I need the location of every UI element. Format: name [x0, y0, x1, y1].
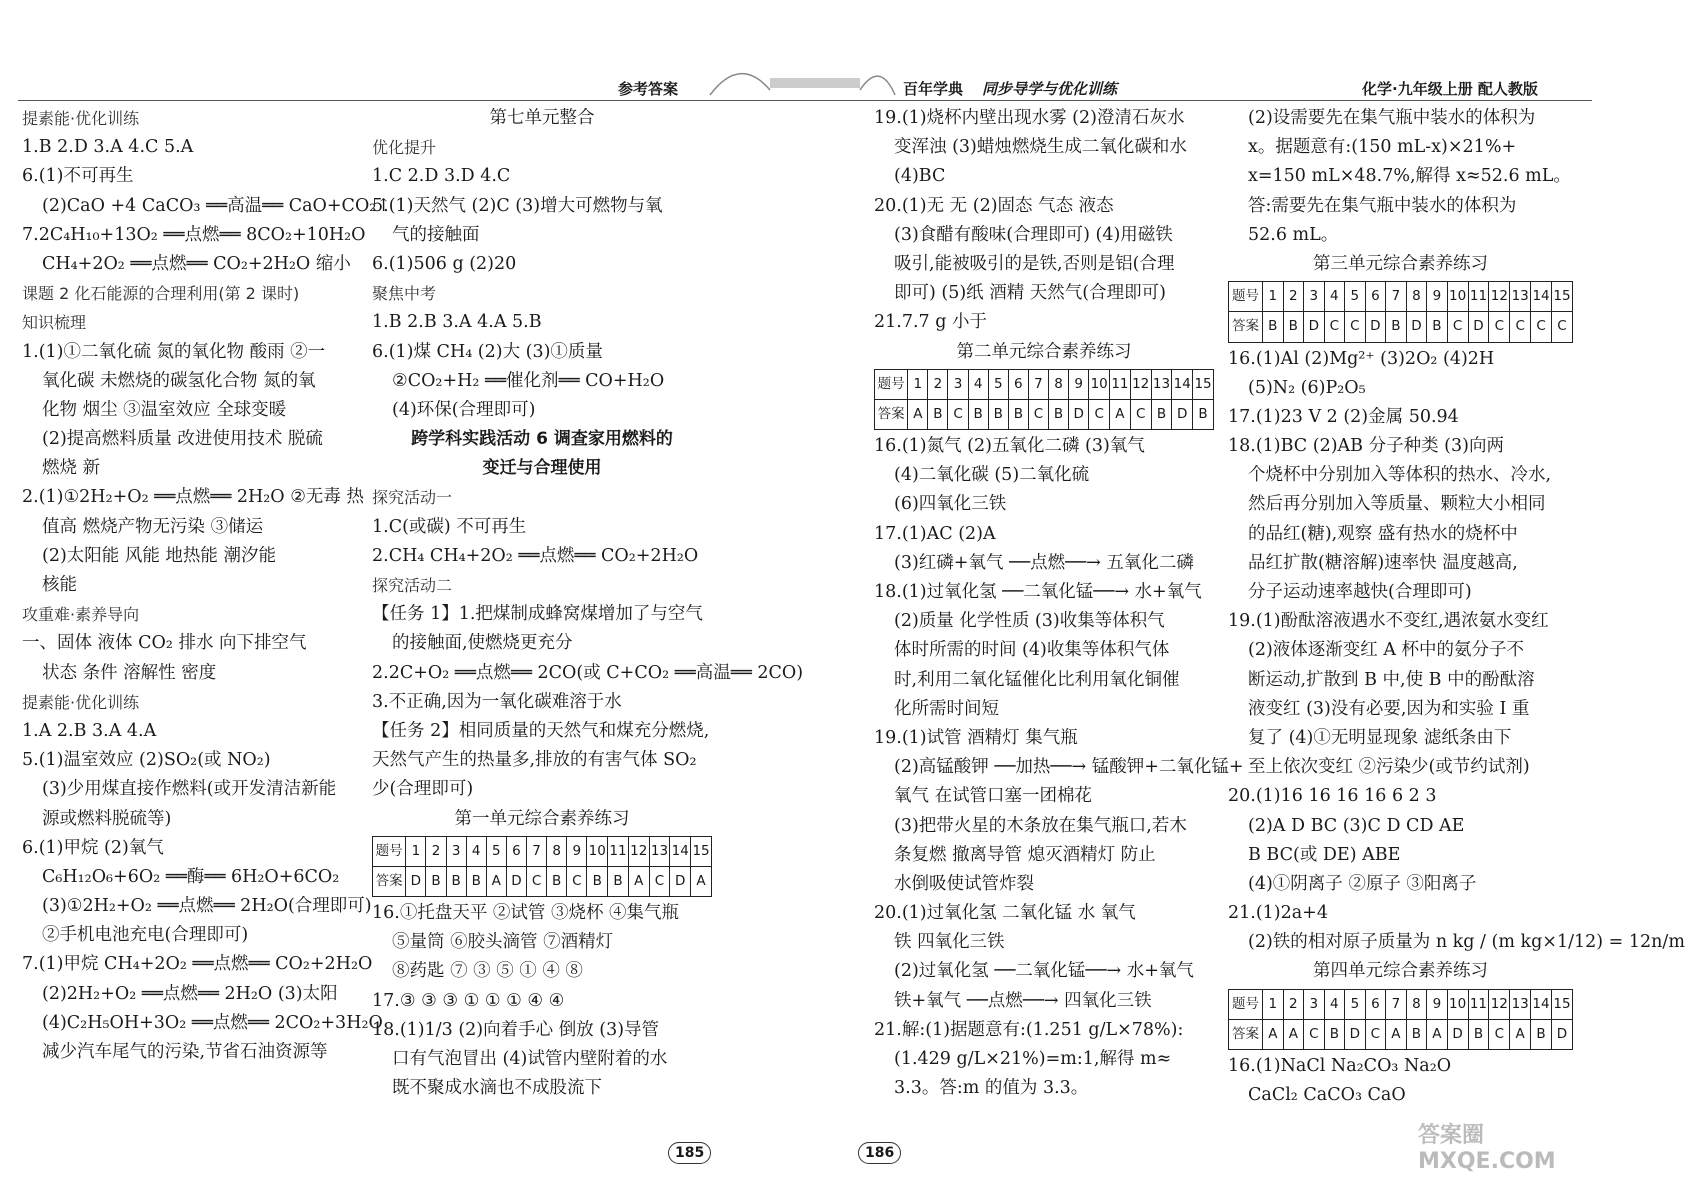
answer-line: 化物 烟尘 ③温室效应 全球变暖 — [42, 399, 287, 420]
watermark: 答案圈 MXQE.COM — [1418, 1123, 1556, 1174]
answer-line: ⑤量筒 ⑥胶头滴管 ⑦酒精灯 — [392, 932, 614, 953]
answer-table-unit4 — [1228, 989, 1573, 1050]
question-number: 14 — [1531, 989, 1552, 1019]
answer-line: 攻重难·素养导向 — [22, 605, 140, 625]
table-header-label: 题号 — [1229, 282, 1263, 312]
answer-line: 1.B 2.D 3.A 4.C 5.A — [22, 137, 194, 158]
answer-line: (2)高锰酸钾 ──加热──→ 锰酸钾+二氧化锰+ — [894, 757, 1244, 778]
answer-line: 减少汽车尾气的污染,节省石油资源等 — [42, 1042, 328, 1062]
answer-cell: D — [1345, 1019, 1366, 1049]
answer-line: 3.3。答:m 的值为 3.3。 — [894, 1078, 1089, 1099]
answer-cell: B — [1263, 312, 1284, 342]
answer-line: 17.(1)AC (2)A — [874, 523, 996, 544]
answer-line: 21.解:(1)据题意有:(1.251 g/L×78%): — [874, 1019, 1184, 1040]
answer-cell: C — [1028, 399, 1048, 429]
answer-cell: A — [1386, 1019, 1407, 1049]
header-rule — [18, 100, 1592, 101]
answer-line: 第四单元综合素养练习 — [1313, 961, 1488, 982]
answer-line: 第一单元综合素养练习 — [454, 808, 630, 829]
answer-line: 16.①托盘天平 ②试管 ③烧杯 ④集气瓶 — [372, 903, 680, 924]
answer-line: 5.(1)天然气 (2)C (3)增大可燃物与氧 — [372, 195, 663, 216]
answer-cell: C — [1130, 399, 1151, 429]
question-number: 2 — [928, 369, 948, 399]
answer-line: (2)铁的相对原子质量为 n kg / (m kg×1/12) = 12n/m — [1248, 932, 1685, 953]
answer-line: 21.(1)2a+4 — [1228, 903, 1328, 924]
answer-line: 5.(1)温室效应 (2)SO₂(或 NO₂) — [22, 750, 271, 771]
question-number: 3 — [1304, 282, 1325, 312]
question-number: 4 — [1324, 282, 1345, 312]
answer-line: (3)①2H₂+O₂ ══点燃══ 2H₂O(合理即可) — [42, 896, 372, 917]
question-number: 6 — [1365, 282, 1386, 312]
answer-line: 至上依次变红 ②污染少(或节约试剂) — [1248, 757, 1530, 778]
table-header-label: 题号 — [1229, 989, 1263, 1019]
answer-line: (3)红磷+氧气 ──点燃──→ 五氧化二磷 — [894, 552, 1194, 573]
question-number: 3 — [1304, 989, 1325, 1019]
answer-cell: C — [1551, 312, 1572, 342]
answer-cell: B — [1468, 1019, 1489, 1049]
answer-line: 2.(1)①2H₂+O₂ ══点燃══ 2H₂O ②无毒 热 — [22, 487, 364, 508]
question-number: 12 — [1489, 989, 1510, 1019]
answer-cell: B — [446, 866, 466, 896]
answer-cell: A — [908, 399, 928, 429]
answer-line: 氧气 在试管口塞一团棉花 — [894, 786, 1093, 807]
answer-line: 天然气产生的热量多,排放的有害气体 SO₂ — [372, 750, 697, 771]
answer-line: 第七单元整合 — [489, 108, 595, 128]
answer-line: 16.(1)氮气 (2)五氧化二磷 (3)氧气 — [874, 436, 1145, 457]
answer-cell: D — [506, 866, 526, 896]
answer-line: 吸引,能被吸引的是铁,否则是铝(合理 — [894, 253, 1175, 274]
answer-line: 52.6 mL。 — [1248, 224, 1339, 245]
answer-cell: A — [1510, 1019, 1531, 1049]
answer-cell: D — [1365, 312, 1386, 342]
question-number: 11 — [608, 836, 629, 866]
answer-line: x=150 mL×48.7%,解得 x≈52.6 mL。 — [1248, 166, 1571, 187]
question-number: 10 — [1089, 369, 1110, 399]
answer-cell: B — [1008, 399, 1028, 429]
answer-line: 2.2C+O₂ ══点燃══ 2CO(或 C+CO₂ ══高温══ 2CO) — [372, 662, 804, 683]
answer-cell: B — [1386, 312, 1407, 342]
answer-line: 探究活动一 — [372, 488, 453, 508]
answer-line: 第三单元综合素养练习 — [1313, 253, 1488, 274]
answer-line: ⑧药匙 ⑦ ③ ⑤ ① ④ ⑧ — [392, 961, 583, 982]
question-number: 9 — [1427, 989, 1448, 1019]
question-number: 14 — [1531, 282, 1552, 312]
answer-line: 即可) (5)纸 酒精 天然气(合理即可) — [894, 283, 1166, 304]
answer-cell: B — [608, 866, 629, 896]
answer-line: 6.(1)甲烷 (2)氧气 — [22, 837, 164, 858]
answer-line: (2)CaO +4 CaCO₃ ══高温══ CaO+CO₂↑ — [42, 195, 391, 216]
answer-line: (5)N₂ (6)P₂O₅ — [1248, 377, 1366, 398]
question-number: 15 — [691, 836, 712, 866]
answer-line: (3)食醋有酸味(合理即可) (4)用磁铁 — [894, 224, 1173, 245]
question-number: 1 — [1263, 989, 1284, 1019]
page-number-left: 185 — [668, 1142, 711, 1164]
answer-line: 18.(1)过氧化氢 ──二氧化锰──→ 水+氧气 — [874, 582, 1202, 603]
answer-cell: C — [1345, 312, 1366, 342]
question-number: 11 — [1468, 989, 1489, 1019]
answer-cell: C — [1489, 312, 1510, 342]
answer-line: 氧化碳 未燃烧的碳氢化合物 氮的氧 — [42, 370, 316, 391]
question-number: 8 — [1048, 369, 1068, 399]
question-number: 10 — [587, 836, 608, 866]
answer-line: 19.(1)酚酞溶液遇水不变红,遇浓氨水变红 — [1228, 611, 1549, 632]
answer-line: x。据题意有:(150 mL-x)×21%+ — [1248, 137, 1517, 158]
answer-line: (4)C₂H₅OH+3O₂ ══点燃══ 2CO₂+3H₂O — [42, 1012, 383, 1033]
answer-line: (3)把带火星的木条放在集气瓶口,若木 — [894, 815, 1187, 836]
table-answer-label: 答案 — [373, 866, 406, 896]
answer-cell: D — [1468, 312, 1489, 342]
answer-line: 聚焦中考 — [372, 284, 437, 304]
answer-line: (2)质量 化学性质 (3)收集等体积气 — [894, 611, 1165, 632]
header-left-title: 参考答案 — [618, 80, 679, 98]
answer-line: 液变红 (3)没有必要,因为和实验 I 重 — [1248, 698, 1530, 719]
table-header-label: 题号 — [373, 836, 406, 866]
answer-line: 品红扩散(糖溶解)速率快 温度越高, — [1248, 552, 1518, 573]
question-number: 6 — [1365, 989, 1386, 1019]
answer-line: (6)四氧化三铁 — [894, 494, 1007, 515]
answer-cell: B — [1048, 399, 1068, 429]
answer-line: (4)二氧化碳 (5)二氧化硫 — [894, 465, 1090, 486]
answer-cell: C — [1531, 312, 1552, 342]
answer-line: (4)环保(合理即可) — [392, 399, 536, 420]
answer-line: CH₄+2O₂ ══点燃══ CO₂+2H₂O 缩小 — [42, 253, 351, 274]
answer-line: 1.C(或碳) 不可再生 — [372, 516, 527, 537]
page-header — [0, 0, 1600, 112]
answer-line: (2)2H₂+O₂ ══点燃══ 2H₂O (3)太阳 — [42, 983, 338, 1004]
question-number: 15 — [1193, 369, 1214, 399]
question-number: 15 — [1551, 989, 1572, 1019]
answer-cell: B — [1427, 312, 1448, 342]
answer-cell: C — [1447, 312, 1468, 342]
question-number: 5 — [1345, 282, 1366, 312]
answer-line: 一、固体 液体 CO₂ 排水 向下排空气 — [22, 633, 307, 654]
answer-cell: B — [466, 866, 486, 896]
page-number-right: 186 — [858, 1142, 901, 1164]
answer-line: 3.不正确,因为一氧化碳难溶于水 — [372, 691, 622, 712]
answer-line: CaCl₂ CaCO₃ CaO — [1248, 1085, 1406, 1106]
answer-table-unit1 — [372, 836, 712, 897]
answer-line: 铁+氧气 ──点燃──→ 四氧化三铁 — [894, 990, 1152, 1011]
answer-line: 源或燃料脱硫等) — [42, 808, 172, 829]
answer-line: 1.B 2.B 3.A 4.A 5.B — [372, 312, 542, 333]
answer-line: 变浑浊 (3)蜡烛燃烧生成二氧化碳和水 — [894, 137, 1187, 158]
answer-line: 6.(1)不可再生 — [22, 166, 134, 187]
answer-line: (3)少用煤直接作燃料(或开发清洁新能 — [42, 779, 337, 800]
column-4 — [1228, 104, 1685, 1110]
answer-cell: C — [1304, 1019, 1325, 1049]
question-number: 13 — [649, 836, 670, 866]
answer-cell: C — [1324, 312, 1345, 342]
answer-line: 分子运动速率越快(合理即可) — [1248, 582, 1472, 603]
answer-cell: D — [1304, 312, 1325, 342]
answer-line: (2)提高燃料质量 改进使用技术 脱硫 — [42, 429, 323, 450]
question-number: 2 — [1283, 282, 1304, 312]
question-number: 11 — [1468, 282, 1489, 312]
answer-table-unit3 — [1228, 281, 1573, 342]
answer-line: (1.429 g/L×21%)=m:1,解得 m≈ — [894, 1049, 1172, 1070]
answer-line: (2)液体逐渐变红 A 杯中的氨分子不 — [1248, 640, 1525, 661]
question-number: 13 — [1151, 369, 1172, 399]
answer-cell: C — [1089, 399, 1110, 429]
answer-cell: B — [1283, 312, 1304, 342]
answer-line: 【任务 2】相同质量的天然气和煤充分燃烧, — [372, 720, 710, 741]
column-3 — [874, 104, 1244, 1103]
answer-line: 18.(1)1/3 (2)向着手心 倒放 (3)导管 — [372, 1019, 660, 1040]
answer-cell: D — [1447, 1019, 1468, 1049]
answer-line: 16.(1)Al (2)Mg²⁺ (3)2O₂ (4)2H — [1228, 348, 1495, 369]
answer-line: (4)①阴离子 ②原子 ③阳离子 — [1248, 873, 1477, 894]
answer-line: 探究活动二 — [372, 576, 453, 595]
answer-line: 的品红(糖),观察 盛有热水的烧杯中 — [1248, 523, 1518, 544]
question-number: 12 — [628, 836, 649, 866]
answer-line: 铁 四氧化三铁 — [894, 932, 1005, 953]
header-book: 化学·九年级上册 配人教版 — [1362, 80, 1538, 98]
answer-line: 1.C 2.D 3.D 4.C — [372, 166, 511, 187]
answer-cell: B — [547, 866, 567, 896]
question-number: 15 — [1551, 282, 1572, 312]
answer-line: 既不聚成水滴也不成股流下 — [392, 1078, 602, 1099]
answer-line: (2)太阳能 风能 地热能 潮汐能 — [42, 545, 276, 566]
answer-line: (4)BC — [894, 166, 946, 187]
answer-line: 【任务 1】1.把煤制成蜂窝煤增加了与空气 — [372, 604, 703, 625]
question-number: 9 — [1427, 282, 1448, 312]
answer-line: 20.(1)无 无 (2)固态 气态 液态 — [874, 195, 1114, 216]
answer-line: 优化提升 — [372, 138, 437, 158]
answer-line: 20.(1)16 16 16 16 6 2 3 — [1228, 786, 1437, 807]
question-number: 9 — [1069, 369, 1089, 399]
answer-cell: B — [1151, 399, 1172, 429]
answer-line: 20.(1)过氧化氢 二氧化锰 水 氧气 — [874, 903, 1136, 924]
answer-line: 然后再分别加入等质量、颗粒大小相同 — [1248, 494, 1546, 515]
table-header-label: 题号 — [875, 369, 908, 399]
question-number: 10 — [1447, 989, 1468, 1019]
question-number: 5 — [988, 369, 1008, 399]
answer-line: 17.③ ③ ③ ① ① ① ④ ④ — [372, 990, 565, 1011]
question-number: 6 — [1008, 369, 1028, 399]
answer-line: 化所需时间短 — [894, 698, 999, 719]
answer-line: 值高 燃烧产物无污染 ③储运 — [42, 516, 264, 537]
answer-cell: D — [1069, 399, 1089, 429]
answer-line: 知识梳理 — [22, 313, 87, 333]
answer-line: 时,利用二氧化锰催化比利用氧化铜催 — [894, 669, 1180, 690]
answer-line: 体时所需的时间 (4)收集等体积气体 — [894, 640, 1170, 661]
answer-cell: B — [426, 866, 446, 896]
question-number: 1 — [908, 369, 928, 399]
answer-cell: C — [567, 866, 587, 896]
question-number: 12 — [1130, 369, 1151, 399]
answer-line: 1.(1)①二氧化硫 氮的氧化物 酸雨 ②一 — [22, 341, 326, 362]
answer-cell: C — [1489, 1019, 1510, 1049]
answer-table-unit2 — [874, 369, 1214, 430]
answer-cell: C — [1365, 1019, 1386, 1049]
answer-line: 21.7.7 g 小于 — [874, 312, 987, 333]
answer-cell: D — [1551, 1019, 1572, 1049]
answer-line: 17.(1)23 V 2 (2)金属 50.94 — [1228, 406, 1459, 427]
answer-cell: C — [649, 866, 670, 896]
answer-line: 条复燃 撤离导管 熄灭酒精灯 防止 — [894, 844, 1156, 865]
answer-line: 口有气泡冒出 (4)试管内壁附着的水 — [392, 1049, 668, 1070]
question-number: 11 — [1110, 369, 1131, 399]
answer-line: 2.CH₄ CH₄+2O₂ ══点燃══ CO₂+2H₂O — [372, 545, 699, 566]
answer-line: 6.(1)煤 CH₄ (2)大 (3)①质量 — [372, 341, 603, 362]
question-number: 1 — [1263, 282, 1284, 312]
answer-line: 19.(1)试管 酒精灯 集气瓶 — [874, 727, 1078, 748]
answer-line: (2)过氧化氢 ──二氧化锰──→ 水+氧气 — [894, 961, 1194, 982]
answer-cell: A — [1263, 1019, 1284, 1049]
answer-cell: D — [1406, 312, 1427, 342]
answer-line: ②手机电池充电(合理即可) — [42, 925, 249, 946]
answer-line: ②CO₂+H₂ ══催化剂══ CO+H₂O — [392, 370, 665, 391]
question-number: 2 — [426, 836, 446, 866]
question-number: 9 — [567, 836, 587, 866]
answer-line: 个烧杯中分别加入等体积的热水、冷水, — [1248, 465, 1552, 486]
answer-cell: C — [1510, 312, 1531, 342]
answer-line: 燃烧 新 — [42, 458, 101, 479]
question-number: 5 — [486, 836, 506, 866]
question-number: 7 — [527, 836, 547, 866]
answer-cell: B — [1406, 1019, 1427, 1049]
answer-line: 16.(1)NaCl Na₂CO₃ Na₂O — [1228, 1056, 1452, 1077]
answer-cell: A — [1110, 399, 1131, 429]
answer-cell: B — [988, 399, 1008, 429]
answer-line: 1.A 2.B 3.A 4.A — [22, 720, 157, 741]
question-number: 3 — [948, 369, 968, 399]
answer-line: 变迁与合理使用 — [482, 458, 602, 479]
answer-line: 6.(1)506 g (2)20 — [372, 253, 517, 274]
question-number: 14 — [1172, 369, 1193, 399]
answer-cell: B — [928, 399, 948, 429]
question-number: 10 — [1447, 282, 1468, 312]
question-number: 13 — [1510, 989, 1531, 1019]
answer-line: 19.(1)烧杯内壁出现水雾 (2)澄清石灰水 — [874, 108, 1185, 128]
answer-cell: B — [1193, 399, 1214, 429]
answer-line: 课题 2 化石能源的合理利用(第 2 课时) — [22, 284, 300, 304]
answer-cell: A — [486, 866, 506, 896]
answer-line: 气的接触面 — [392, 224, 480, 245]
answer-line: 核能 — [42, 575, 77, 595]
question-number: 3 — [446, 836, 466, 866]
answer-cell: C — [948, 399, 968, 429]
answer-cell: C — [527, 866, 547, 896]
answer-line: (2)A D BC (3)C D CD AE — [1248, 815, 1465, 836]
column-2 — [372, 104, 804, 1103]
question-number: 7 — [1386, 282, 1407, 312]
question-number: 1 — [406, 836, 426, 866]
question-number: 2 — [1283, 989, 1304, 1019]
answer-cell: A — [628, 866, 649, 896]
answer-line: 第二单元综合素养练习 — [956, 341, 1132, 362]
answer-cell: B — [1324, 1019, 1345, 1049]
question-number: 7 — [1386, 989, 1407, 1019]
header-brand: 百年学典 — [903, 80, 964, 98]
answer-cell: D — [1172, 399, 1193, 429]
answer-cell: B — [968, 399, 988, 429]
table-answer-label: 答案 — [875, 399, 908, 429]
answer-cell: B — [1531, 1019, 1552, 1049]
answer-line: 提素能·优化训练 — [22, 692, 140, 712]
question-number: 7 — [1028, 369, 1048, 399]
answer-line: 断运动,扩散到 B 中,使 B 中的酚酞溶 — [1248, 669, 1535, 690]
question-number: 14 — [670, 836, 691, 866]
table-answer-label: 答案 — [1229, 1019, 1263, 1049]
answer-cell: D — [670, 866, 691, 896]
answer-cell: B — [587, 866, 608, 896]
question-number: 8 — [1406, 989, 1427, 1019]
answer-line: 水倒吸使试管炸裂 — [894, 873, 1034, 894]
answer-cell: D — [406, 866, 426, 896]
question-number: 6 — [506, 836, 526, 866]
answer-line: 状态 条件 溶解性 密度 — [42, 662, 217, 683]
answer-line: 跨学科实践活动 6 调查家用燃料的 — [411, 429, 673, 450]
question-number: 4 — [466, 836, 486, 866]
answer-line: 7.(1)甲烷 CH₄+2O₂ ══点燃══ CO₂+2H₂O — [22, 954, 373, 975]
answer-line: 少(合理即可) — [372, 779, 474, 800]
answer-cell: A — [1427, 1019, 1448, 1049]
answer-line: 复了 (4)①无明显现象 滤纸条由下 — [1248, 727, 1512, 748]
question-number: 4 — [968, 369, 988, 399]
question-number: 8 — [547, 836, 567, 866]
question-number: 8 — [1406, 282, 1427, 312]
answer-cell: A — [1283, 1019, 1304, 1049]
question-number: 4 — [1324, 989, 1345, 1019]
answer-line: (2)设需要先在集气瓶中装水的体积为 — [1248, 108, 1536, 128]
answer-line: 18.(1)BC (2)AB 分子种类 (3)向两 — [1228, 436, 1504, 457]
answer-line: C₆H₁₂O₆+6O₂ ══酶══ 6H₂O+6CO₂ — [42, 866, 340, 887]
answer-line: 提素能·优化训练 — [22, 109, 140, 128]
answer-cell: A — [691, 866, 712, 896]
answer-line: 的接触面,使燃烧更充分 — [392, 633, 573, 654]
header-subtitle: 同步导学与优化训练 — [982, 80, 1118, 98]
answer-line: 答:需要先在集气瓶中装水的体积为 — [1248, 195, 1517, 216]
question-number: 5 — [1345, 989, 1366, 1019]
table-answer-label: 答案 — [1229, 312, 1263, 342]
question-number: 13 — [1510, 282, 1531, 312]
question-number: 12 — [1489, 282, 1510, 312]
answer-line: 7.2C₄H₁₀+13O₂ ══点燃══ 8CO₂+10H₂O — [22, 224, 366, 245]
header-ornament — [700, 50, 900, 100]
answer-line: B BC(或 DE) ABE — [1248, 844, 1401, 865]
